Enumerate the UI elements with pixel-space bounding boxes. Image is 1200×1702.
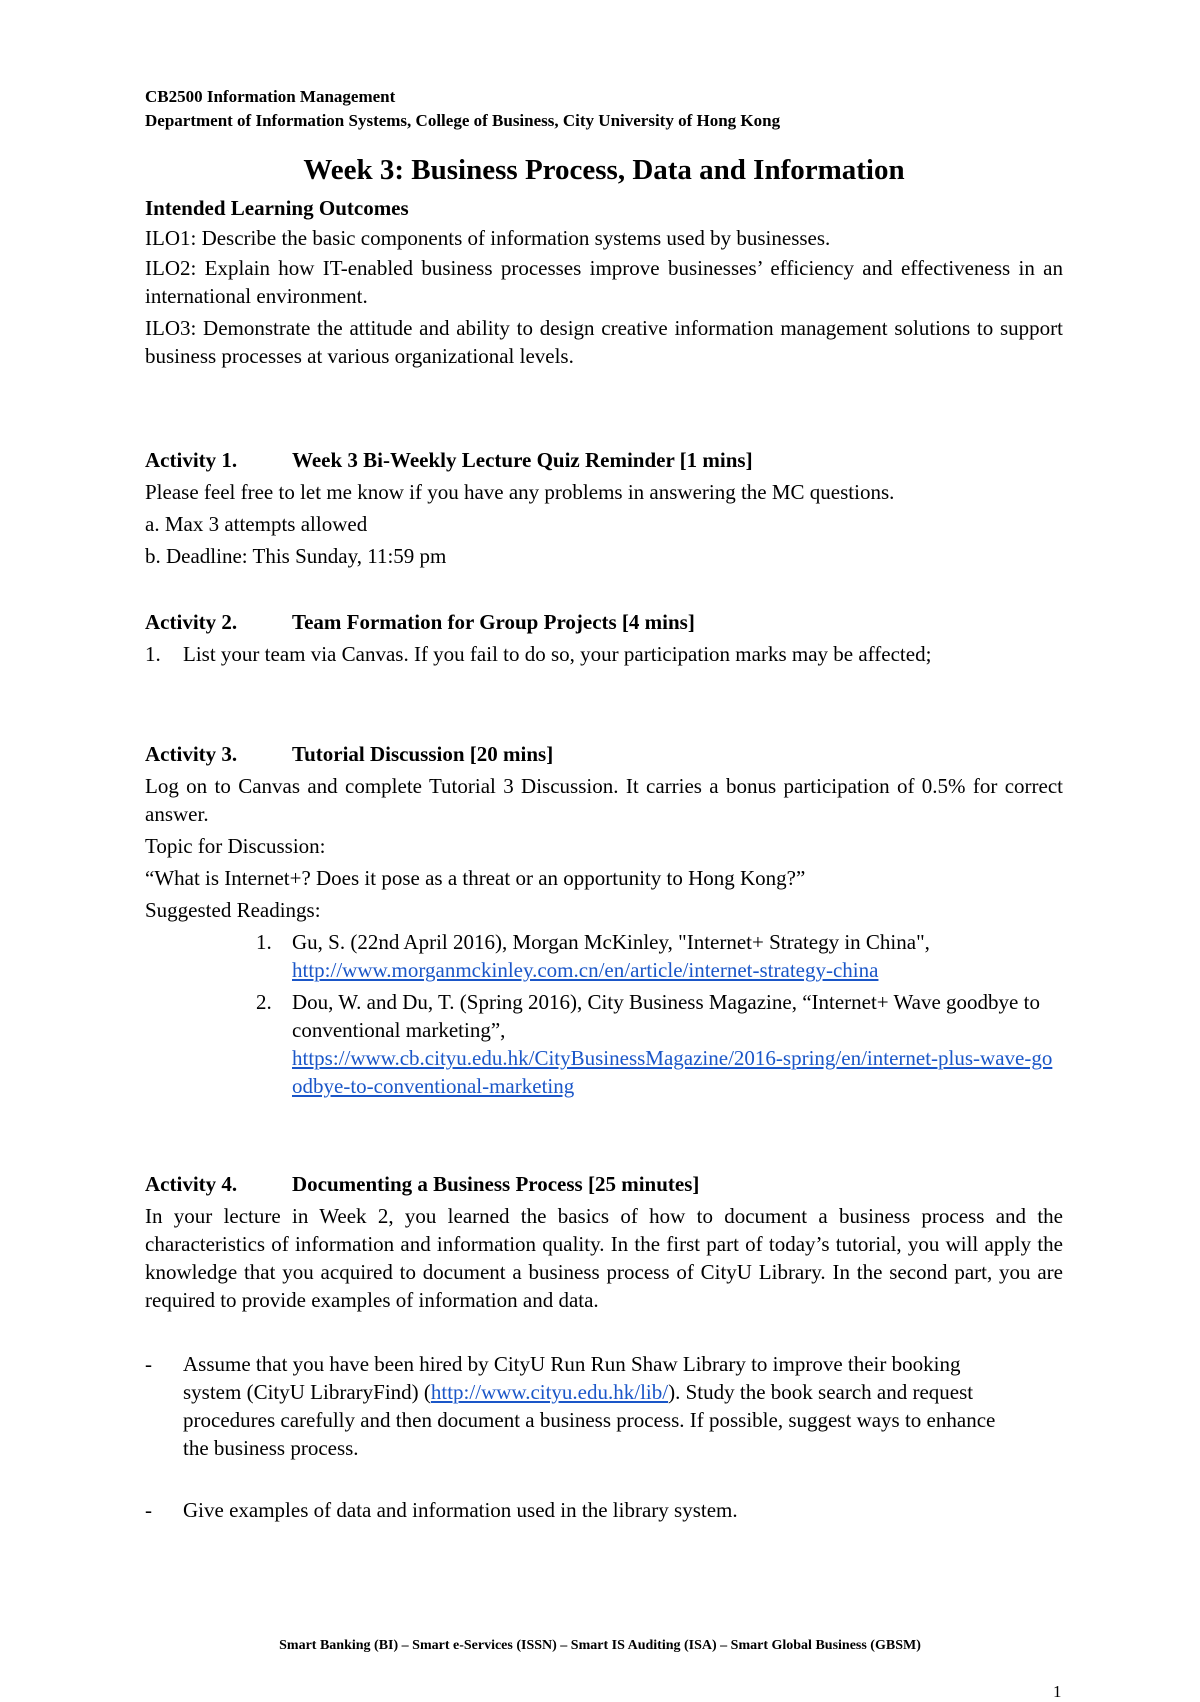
bullet-dash: - <box>145 1352 152 1376</box>
activity-3-number: Activity 3. <box>145 742 238 766</box>
ilo-3: ILO3: Demonstrate the attitude and ability to design creative information management solutions to support business processes at various organizational levels. <box>145 316 1063 368</box>
bullet-dash: - <box>145 1498 152 1522</box>
page-number: 1 <box>1053 1682 1062 1701</box>
course-title: CB2500 Information Management <box>145 87 396 106</box>
activity-2-heading <box>145 608 1063 636</box>
reading-2-text: Dou, W. and Du, T. (Spring 2016), City Business Magazine, “Internet+ Wave goodbye to conventional marketing”, <box>292 990 1040 1042</box>
activity-3-text: Log on to Canvas and complete Tutorial 3 Discussion. It carries a bonus participation of 0.5% for correct answer. <box>145 774 1063 826</box>
activity-1-item-b: b. Deadline: This Sunday, 11:59 pm <box>145 544 447 568</box>
activity-1-item-a: a. Max 3 attempts allowed <box>145 512 368 536</box>
page-footer: Smart Banking (BI) – Smart e-Services (ISSN) – Smart IS Auditing (ISA) – Smart Global Business (GBSM) <box>279 1638 921 1653</box>
bullet-1-post: ). Study the book search and request procedures carefully and then document a business process. If possible, suggest ways to enhance the business process. <box>183 1380 996 1460</box>
ilo-heading: Intended Learning Outcomes <box>145 196 409 220</box>
reading-1-link[interactable]: http://www.morganmckinley.com.cn/en/article/internet-strategy-china <box>292 958 879 982</box>
department-line: Department of Information Systems, College of Business, City University of Hong Kong <box>145 111 781 130</box>
page-title: Week 3: Business Process, Data and Information <box>303 154 905 186</box>
ilo-1: ILO1: Describe the basic components of information systems used by businesses. <box>145 226 831 250</box>
reading-1-text: Gu, S. (22nd April 2016), Morgan McKinley, "Internet+ Strategy in China", <box>292 930 930 954</box>
ilo-2: ILO2: Explain how IT-enabled business processes improve businesses’ efficiency and effectiveness in an international environment. <box>145 256 1063 308</box>
activity-1-text: Please feel free to let me know if you have any problems in answering the MC questions. <box>145 480 895 504</box>
activity-1-title: Week 3 Bi-Weekly Lecture Quiz Reminder [1 mins] <box>292 448 753 472</box>
activity-1-heading <box>145 446 1063 474</box>
activity-3-heading <box>145 740 1063 768</box>
readings-label: Suggested Readings: <box>145 898 321 922</box>
list-number: 2. <box>256 990 272 1014</box>
bullet-1-pre: Assume that you have been hired by CityU Run Run Shaw Library to improve their booking system (CityU LibraryFind) ( <box>183 1352 961 1404</box>
list-number: 1. <box>145 642 161 666</box>
reading-2-link[interactable]: https://www.cb.cityu.edu.hk/CityBusinessMagazine/2016-spring/en/internet-plus-wave-goodbye-to-conventional-marketing <box>292 1046 1053 1098</box>
list-number: 1. <box>256 930 272 954</box>
activity-4-heading <box>145 1170 1063 1198</box>
bullet-2-text: Give examples of data and information used in the library system. <box>183 1498 738 1522</box>
activity-4-text: In your lecture in Week 2, you learned the basics of how to document a business process and the characteristics of information and information quality. In the first part of today’s tutorial, you will apply the knowledge that you acquired to document a business process of CityU Library. In the second part, you are required to provide examples of information and data. <box>145 1204 1063 1312</box>
bullet-1-text <box>183 1350 1023 1462</box>
topic-question: “What is Internet+? Does it pose as a threat or an opportunity to Hong Kong?” <box>145 866 806 890</box>
activity-4-title: Documenting a Business Process [25 minutes] <box>292 1172 700 1196</box>
list-text: List your team via Canvas. If you fail to do so, your participation marks may be affected; <box>183 642 932 666</box>
activity-4-number: Activity 4. <box>145 1172 238 1196</box>
activity-3-title: Tutorial Discussion [20 mins] <box>292 742 554 766</box>
activity-2-number: Activity 2. <box>145 610 238 634</box>
activity-2-title: Team Formation for Group Projects [4 mins] <box>292 610 695 634</box>
library-link[interactable]: http://www.cityu.edu.hk/lib/ <box>430 1380 669 1404</box>
activity-1-number: Activity 1. <box>145 448 238 472</box>
topic-label: Topic for Discussion: <box>145 834 326 858</box>
